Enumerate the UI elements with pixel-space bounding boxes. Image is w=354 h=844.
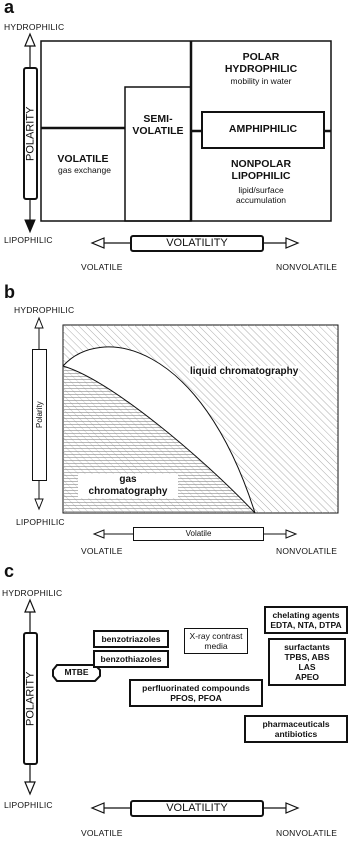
perfluorinated-compounds-box: perfluorinated compounds PFOS, PFOA xyxy=(129,679,263,707)
benzothiazoles-box: benzothiazoles xyxy=(93,650,169,668)
nonpolar-region-title: NONPOLAR LIPOPHILIC xyxy=(230,158,292,182)
polarity-axis-label: POLARITY xyxy=(24,106,37,161)
nonvolatile-end-label: NONVOLATILE xyxy=(276,262,338,272)
volatility-axis-box xyxy=(130,800,264,817)
pharmaceuticals-box: pharmaceuticals antibiotics xyxy=(244,715,348,743)
chelating-agents-box: chelating agents EDTA, NTA, DTPA xyxy=(264,606,348,634)
panel-c-label: c xyxy=(4,561,15,581)
lipophilic-label: LIPOPHILIC xyxy=(4,800,53,810)
volatile-end-label: VOLATILE xyxy=(81,828,123,838)
amphiphilic-region: AMPHIPHILIC xyxy=(228,123,298,135)
hydrophilic-label: HYDROPHILIC xyxy=(2,588,63,598)
semi-volatile-region: SEMI- VOLATILE xyxy=(132,113,184,137)
volatile-end-label: VOLATILE xyxy=(81,262,123,272)
polarity-axis-label: Polarity xyxy=(35,401,44,429)
polar-region-sub: mobility in water xyxy=(230,76,292,86)
polar-region-title: POLAR HYDROPHILIC xyxy=(224,51,298,75)
benzotriazoles-box: benzotriazoles xyxy=(93,630,169,648)
lipophilic-label: LIPOPHILIC xyxy=(16,517,65,527)
polarity-axis-label: POLARITY xyxy=(24,671,37,726)
volatility-axis-label: VOLATILITY xyxy=(166,237,228,249)
lipophilic-label: LIPOPHILIC xyxy=(4,235,53,245)
hydrophilic-label: HYDROPHILIC xyxy=(14,305,75,315)
volatile-axis-label: Volatile xyxy=(185,529,212,538)
panel-b-label: b xyxy=(4,282,15,302)
nonpolar-region-sub: lipid/surface accumulation xyxy=(235,185,287,205)
mtbe-box: MTBE xyxy=(64,667,89,677)
liquid-chromatography-label: liquid chromatography xyxy=(190,366,299,377)
volatile-region-sub: gas exchange xyxy=(58,165,111,175)
nonvolatile-end-label: NONVOLATILE xyxy=(276,828,338,838)
volatility-axis-label: VOLATILITY xyxy=(166,802,228,814)
hydrophilic-label: HYDROPHILIC xyxy=(4,22,65,32)
nonvolatile-end-label: NONVOLATILE xyxy=(276,546,338,556)
polarity-axis-box xyxy=(23,632,38,765)
volatile-region-title: VOLATILE xyxy=(57,153,109,165)
x-ray-contrast-media-box: X-ray contrast media xyxy=(184,628,248,654)
surfactants-box: surfactants TPBS, ABS LAS APEO xyxy=(268,638,346,686)
volatile-end-label: VOLATILE xyxy=(81,546,123,556)
gas-chromatography-label: gas chromatography xyxy=(78,474,178,498)
panel-a-label: a xyxy=(4,0,15,17)
